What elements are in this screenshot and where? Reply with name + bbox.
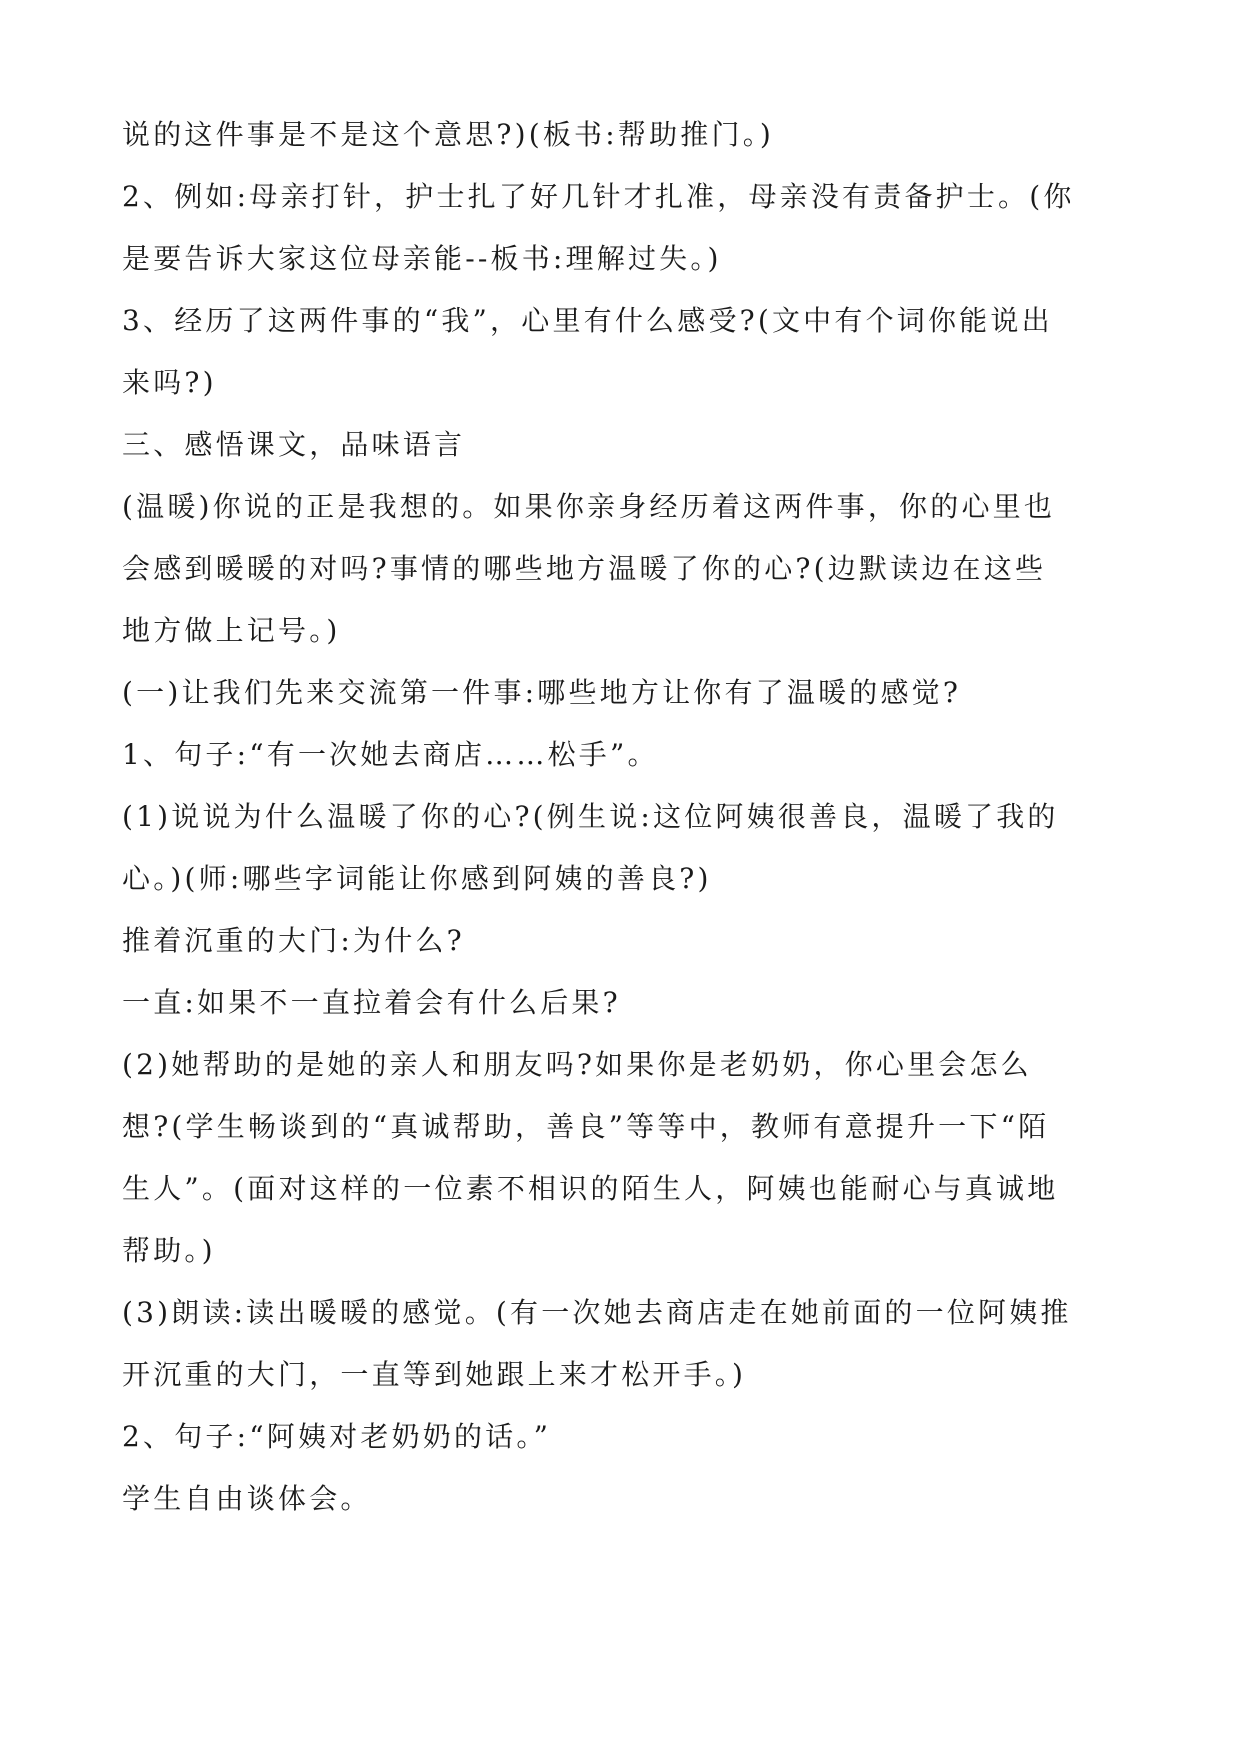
paragraph-line: (1)说说为什么温暖了你的心?(例生说:这位阿姨很善良，温暖了我的 bbox=[122, 800, 1059, 833]
paragraph-line: 想?(学生畅谈到的“真诚帮助，善良”等等中，教师有意提升一下“陌 bbox=[122, 1110, 1050, 1143]
paragraph-line: 2、例如:母亲打针，护士扎了好几针才扎准，母亲没有责备护士。(你 bbox=[122, 180, 1075, 213]
paragraph-line: 来吗?) bbox=[122, 366, 217, 399]
paragraph-line: 2、句子:“阿姨对老奶奶的话。” bbox=[122, 1420, 552, 1453]
paragraph-line: 生人”。(面对这样的一位素不相识的陌生人，阿姨也能耐心与真诚地 bbox=[122, 1172, 1059, 1205]
section-heading: 三、感悟课文，品味语言 bbox=[122, 428, 466, 461]
paragraph-line: 一直:如果不一直拉着会有什么后果? bbox=[122, 986, 621, 1019]
paragraph-line: 心。)(师:哪些字词能让你感到阿姨的善良?) bbox=[122, 862, 712, 895]
paragraph-line: (温暖)你说的正是我想的。如果你亲身经历着这两件事，你的心里也 bbox=[122, 490, 1056, 523]
paragraph-line: 1、句子:“有一次她去商店……松手”。 bbox=[122, 738, 659, 771]
paragraph-line: 开沉重的大门，一直等到她跟上来才松开手。) bbox=[122, 1358, 747, 1391]
paragraph-line: (一)让我们先来交流第一件事:哪些地方让你有了温暖的感觉? bbox=[122, 676, 962, 709]
paragraph-line: 推着沉重的大门:为什么? bbox=[122, 924, 465, 957]
paragraph-line: 说的这件事是不是这个意思?)(板书:帮助推门。) bbox=[122, 118, 775, 151]
paragraph-line: 3、经历了这两件事的“我”，心里有什么感受?(文中有个词你能说出 bbox=[122, 304, 1053, 337]
paragraph-line: 是要告诉大家这位母亲能--板书:理解过失。) bbox=[122, 242, 722, 275]
paragraph-line: 学生自由谈体会。 bbox=[122, 1482, 372, 1515]
paragraph-line: 地方做上记号。) bbox=[122, 614, 341, 647]
paragraph-line: 帮助。) bbox=[122, 1234, 216, 1267]
paragraph-line: 会感到暖暖的对吗?事情的哪些地方温暖了你的心?(边默读边在这些 bbox=[122, 552, 1047, 585]
paragraph-line: (2)她帮助的是她的亲人和朋友吗?如果你是老奶奶，你心里会怎么 bbox=[122, 1048, 1032, 1081]
paragraph-line: (3)朗读:读出暖暖的感觉。(有一次她去商店走在她前面的一位阿姨推 bbox=[122, 1296, 1072, 1329]
